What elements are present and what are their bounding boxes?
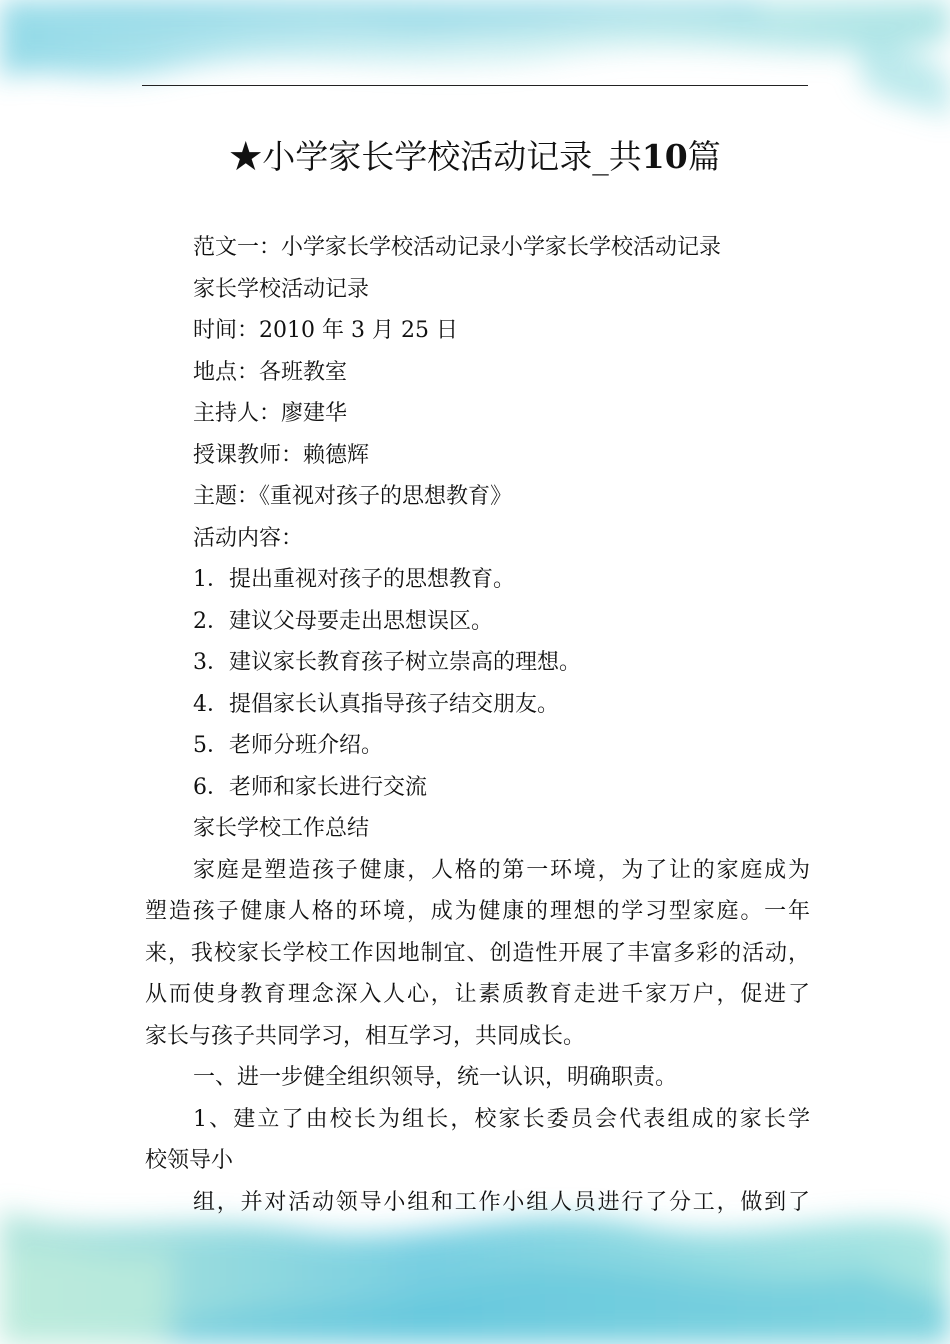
text-line: 家庭是塑造孩子健康，人格的第一环境，为了让的家庭成为 (193, 857, 810, 883)
text-line: 家长学校工作总结 (193, 816, 370, 841)
text-line: 4．提倡家长认真指导孩子结交朋友。 (193, 691, 559, 717)
text-line: 范文一：小学家长学校活动记录小学家长学校活动记录 (193, 235, 722, 260)
text-line: 家长与孩子共同学习，相互学习，共同成长。 (145, 1023, 586, 1049)
text-line: 来，我校家长学校工作因地制宜、创造性开展了丰富多彩的活动， (145, 940, 810, 966)
text-line: 5．老师分班介绍。 (193, 733, 383, 758)
document-body (145, 227, 810, 1223)
title-prefix: ★小学家长学校活动记录_共 (229, 137, 642, 176)
document-title (142, 134, 808, 180)
text-line: 从而使身教育理念深入人心，让素质教育走进千家万户，促进了 (145, 982, 810, 1007)
text-line: 1．提出重视对孩子的思想教育。 (193, 567, 515, 592)
text-line: 活动内容： (193, 525, 304, 551)
text-line: 塑造孩子健康人格的环境，成为健康的理想的学习型家庭。一年 (145, 899, 810, 924)
title-number: 10 (641, 137, 688, 176)
header-rule (142, 85, 808, 86)
text-line: 时间：2010 年 3 月 25 日 (193, 318, 458, 343)
text-line: 3．建议家长教育孩子树立崇高的理想。 (193, 650, 581, 675)
text-line: 授课教师：赖德辉 (193, 442, 370, 468)
text-line: 1、建立了由校长为组长，校家长委员会代表组成的家长学 (193, 1106, 810, 1132)
text-line: 组，并对活动领导小组和工作小组人员进行了分工，做到了 (193, 1189, 810, 1215)
text-line: 地点：各班教室 (193, 359, 348, 385)
text-line: 主持人：廖建华 (193, 401, 348, 426)
text-line: 校领导小 (145, 1148, 234, 1173)
text-line: 主题：《重视对孩子的思想教育》 (193, 484, 513, 509)
text-line: 6．老师和家长进行交流 (193, 774, 427, 800)
text-line: 家长学校活动记录 (193, 276, 370, 302)
text-line: 一、进一步健全组织领导，统一认识，明确职责。 (193, 1065, 678, 1090)
text-line: 2．建议父母要走出思想误区。 (193, 608, 493, 634)
title-suffix: 篇 (687, 137, 721, 176)
